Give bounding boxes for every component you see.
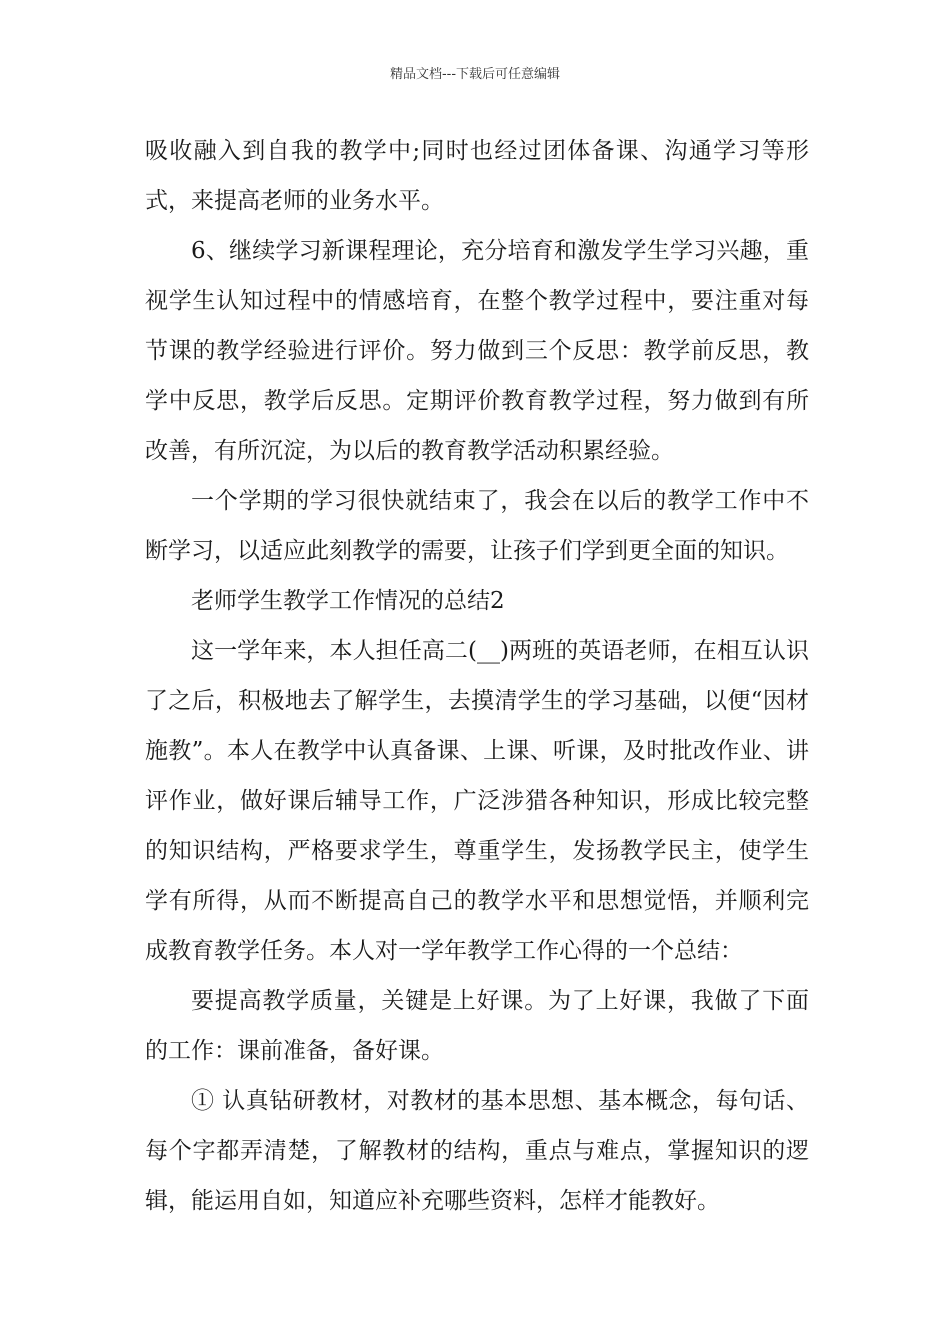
paragraph-continuation: 吸收融入到自我的教学中;同时也经过团体备课、沟通学习等形式，来提高老师的业务水平。 bbox=[145, 138, 809, 214]
paragraph-item-1: ① 认真钻研教材，对教材的基本思想、基本概念，每句话、每个字都弄清楚，了解教材的结构，重点与难点，掌握知识的逻辑，能运用自如，知道应补充哪些资料，怎样才能教好。 bbox=[145, 1088, 809, 1214]
paragraph-intro: 这一学年来，本人担任高二(__)两班的英语老师，在相互认识了之后，积极地去了解学生，去摸清学生的学习基础，以便“因材施教”。本人在教学中认真备课、上课、听课，及时批改作业、讲评作业，做好课后辅导工作，广泛涉猎各种知识，形成比较完整的知识结构，严格要求学生，尊重学生，发扬教学民主，使学生学有所得，从而不断提高自己的教学水平和思想觉悟，并顺利完成教育教学任务。本人对一学年教学工作心得的一个总结： bbox=[145, 638, 809, 964]
paragraph-lesson-quality: 要提高教学质量，关键是上好课。为了上好课，我做了下面的工作：课前准备，备好课。 bbox=[145, 988, 809, 1064]
section-title: 老师学生教学工作情况的总结2 bbox=[191, 588, 505, 614]
paragraph-semester-conclusion: 一个学期的学习很快就结束了，我会在以后的教学工作中不断学习，以适应此刻教学的需要，让孩子们学到更全面的知识。 bbox=[145, 488, 809, 564]
paragraph-item-6: 6、继续学习新课程理论，充分培育和激发学生学习兴趣，重视学生认知过程中的情感培育，在整个教学过程中，要注重对每节课的教学经验进行评价。努力做到三个反思：教学前反思，教学中反思，教学后反思。定期评价教育教学过程，努力做到有所改善，有所沉淀，为以后的教育教学活动积累经验。 bbox=[145, 238, 809, 464]
page-header: 精品文档---下载后可任意编辑 bbox=[389, 67, 561, 82]
document-body bbox=[145, 126, 809, 1226]
